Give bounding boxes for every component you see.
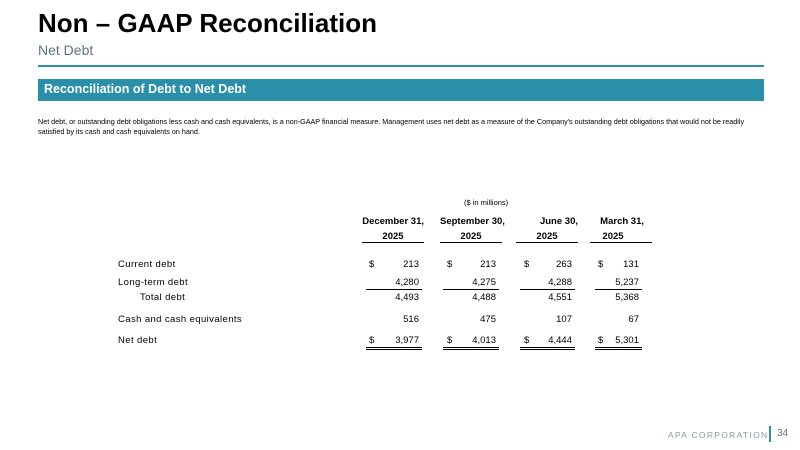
total-double-underline (366, 349, 422, 350)
table-cell: 4,551 (548, 292, 572, 303)
column-header-line2: 2025 (602, 231, 624, 242)
column-header-sep-2025 (440, 214, 505, 244)
currency-symbol: $ (524, 335, 530, 346)
total-double-underline (443, 347, 499, 348)
section-banner (38, 79, 764, 101)
table-cell: 4,275 (472, 277, 496, 288)
column-header-line1: March 31, (600, 216, 644, 227)
currency-symbol: $ (447, 335, 453, 346)
table-cell: 4,013 (472, 335, 496, 346)
table-cell: 4,288 (548, 277, 572, 288)
table-cell: 213 (403, 259, 419, 270)
table-cell: 4,280 (395, 277, 419, 288)
column-header-underline (590, 242, 652, 243)
table-cell: 213 (480, 259, 496, 270)
currency-symbol: $ (369, 259, 375, 270)
table-cell: 5,237 (615, 277, 639, 288)
table-cell: 131 (623, 259, 639, 270)
page-subtitle: Net Debt (38, 42, 94, 58)
table-cell: 4,488 (472, 292, 496, 303)
column-header-line1: December 31, (362, 216, 424, 227)
column-header-jun-2025 (516, 214, 578, 244)
footer-separator (769, 426, 771, 442)
total-double-underline (595, 349, 642, 350)
total-double-underline (520, 347, 575, 348)
total-double-underline (366, 347, 422, 348)
row-label-cash: Cash and cash equivalents (118, 314, 243, 325)
table-cell: 4,444 (548, 335, 572, 346)
table-cell: 516 (403, 314, 419, 325)
column-header-line1: September 30, (440, 216, 505, 227)
total-double-underline (520, 349, 575, 350)
units-label: ($ in millions) (464, 198, 509, 207)
table-cell: 107 (556, 314, 572, 325)
section-title: Reconciliation of Debt to Net Debt (44, 82, 247, 96)
description-text: Net debt, or outstanding debt obligations less cash and cash equivalents, is a non-GAAP financial measure. Management uses net debt as a measure of the Company's outstanding debt obligations that would not be readily satisfied by its cash and cash equivalents on hand. (38, 117, 745, 136)
table-cell: 4,493 (395, 292, 419, 303)
column-header-line2: 2025 (536, 231, 558, 242)
subtotal-line (520, 289, 575, 290)
page-number: 34 (777, 428, 789, 439)
table-cell: 5,368 (615, 292, 639, 303)
row-label-net-debt: Net debt (118, 335, 158, 346)
table-cell: 67 (628, 314, 639, 325)
column-header-line1: June 30, (539, 216, 578, 227)
title-divider (38, 65, 764, 67)
subtotal-line (443, 289, 499, 290)
column-header-dec-2025 (362, 214, 424, 244)
table-cell: 263 (556, 259, 572, 270)
column-header-underline (362, 242, 424, 243)
currency-symbol: $ (369, 335, 375, 346)
currency-symbol: $ (447, 259, 453, 270)
subtotal-line (595, 289, 642, 290)
subtotal-line (366, 289, 422, 290)
column-header-mar-2025 (582, 214, 644, 244)
total-double-underline (443, 349, 499, 350)
table-cell: 3,977 (395, 335, 419, 346)
currency-symbol: $ (524, 259, 530, 270)
table-cell: 475 (480, 314, 496, 325)
column-header-underline (516, 242, 578, 243)
row-label-current-debt: Current debt (118, 259, 176, 270)
footer-brand: APA CORPORATION (668, 430, 769, 440)
column-header-line2: 2025 (460, 231, 482, 242)
column-header-underline (440, 242, 502, 243)
column-header-line2: 2025 (382, 231, 404, 242)
row-label-long-term-debt: Long-term debt (118, 277, 189, 288)
currency-symbol: $ (598, 259, 604, 270)
total-double-underline (595, 347, 642, 348)
row-label-total-debt: Total debt (140, 292, 186, 303)
currency-symbol: $ (598, 335, 604, 346)
page-title: Non – GAAP Reconciliation (38, 8, 378, 38)
table-cell: 5,301 (615, 335, 639, 346)
